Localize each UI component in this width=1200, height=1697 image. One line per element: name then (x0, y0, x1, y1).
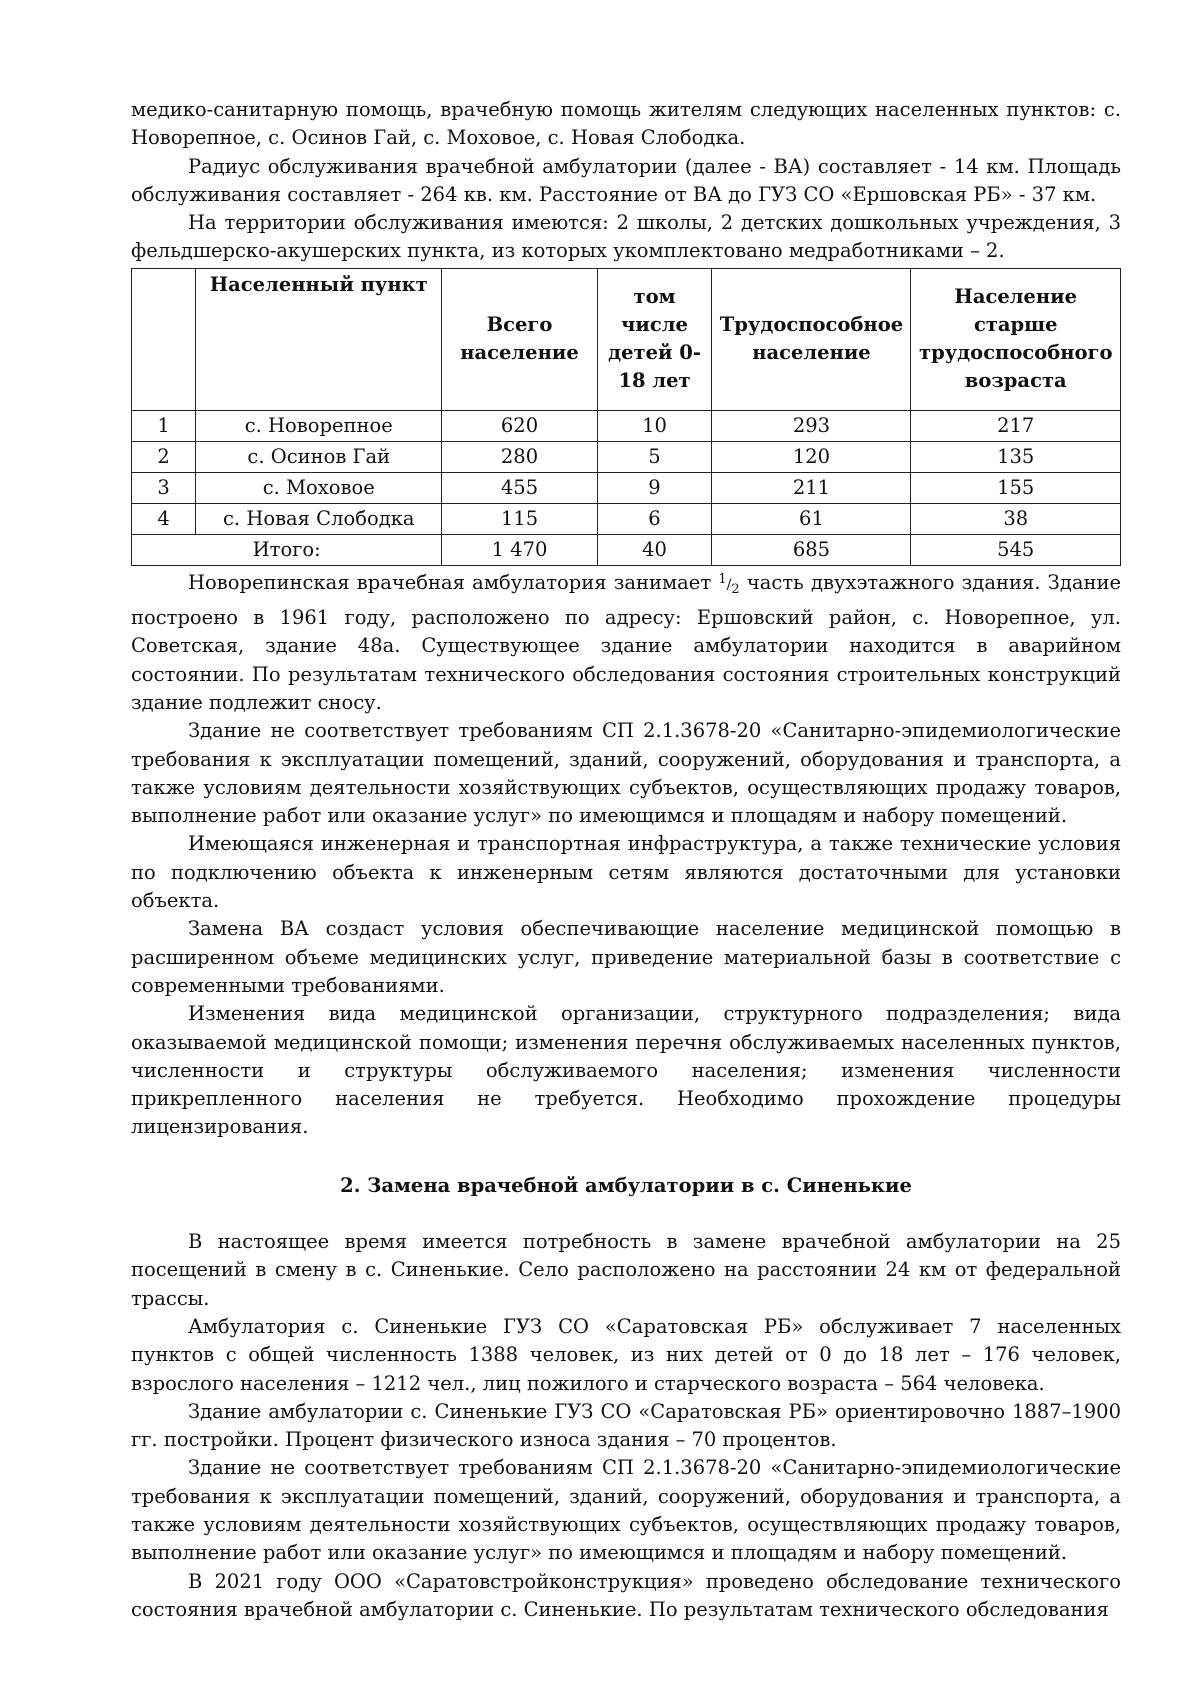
section-heading: 2. Замена врачебной амбулатории в с. Синенькие (340, 1173, 912, 1197)
header-num (132, 268, 196, 410)
table-row (132, 472, 1121, 503)
paragraph-inspection: В 2021 году ООО «Саратовстройконструкция» проведено обследование технического состояния врачебной амбулатории с. Синенькие. По результатам технического обследования (131, 1569, 1121, 1621)
cell-children: 40 (597, 534, 712, 565)
paragraph-need: В настоящее время имеется потребность в замене врачебной амбулатории на 25 посещений в смену в с. Синенькие. Село расположено на расстоянии 24 км от федеральной трассы. (131, 1230, 1121, 1310)
paragraph-facilities: На территории обслуживания имеются: 2 школы, 2 детских дошкольных учреждения, 3 фельдшерско-акушерских пункта, из которых укомплектовано медработниками – 2. (131, 211, 1121, 263)
cell-elderly: 135 (911, 441, 1121, 472)
cell-children: 6 (597, 503, 712, 534)
paragraph-building-age: Здание амбулатории с. Синенькие ГУЗ СО «Саратовская РБ» ориентировочно 1887–1900 гг. постройки. Процент физического износа здания – 70 процентов. (131, 1399, 1121, 1452)
header-total: Всего население (442, 268, 597, 410)
cell-working: 685 (712, 534, 911, 565)
cell-working: 120 (712, 441, 911, 472)
fraction-numerator: 1 (718, 571, 727, 587)
cell-total: 620 (442, 410, 597, 441)
fraction-denominator: 2 (731, 581, 740, 597)
cell-elderly: 545 (911, 534, 1121, 565)
table-total-row (132, 534, 1121, 565)
paragraph-replacement: Замена ВА создаст условия обеспечивающие население медицинской помощью в расширенном объеме медицинских услуг, приведение материальной базы в соответствие с современными требованиями. (131, 917, 1121, 997)
header-elderly: Население старше трудоспособного возраста (911, 268, 1121, 410)
cell-num: 2 (132, 441, 196, 472)
cell-elderly: 217 (911, 410, 1121, 441)
cell-working: 211 (712, 472, 911, 503)
cell-total: 455 (442, 472, 597, 503)
cell-working: 293 (712, 410, 911, 441)
paragraph-changes: Изменения вида медицинской организации, структурного подразделения; вида оказываемой медицинской помощи; изменения перечня обслуживаемых населенных пунктов, численности и структуры обслуживаемого населения; изменения численности прикрепленного населения не требуется. Необходимо прохождение процедуры лицензирования. (131, 1002, 1121, 1139)
header-name: Населенный пункт (196, 268, 442, 410)
table-row (132, 441, 1121, 472)
document-page (131, 96, 1121, 1624)
cell-name: с. Новорепное (196, 410, 442, 441)
cell-children: 9 (597, 472, 712, 503)
cell-total: 1 470 (442, 534, 597, 565)
fraction-half: $^1/_2$ (718, 571, 740, 597)
cell-num: 4 (132, 503, 196, 534)
table-header-row (132, 268, 1121, 410)
header-working: Трудоспособное население (712, 268, 911, 410)
cell-name: с. Новая Слободка (196, 503, 442, 534)
paragraph-sp-requirements: Здание не соответствует требованиям СП 2.1.3678-20 «Санитарно-эпидемиологические требования к эксплуатации помещений, зданий, сооружений, оборудования и транспорта, а также условиям деятельности хозяйствующих субъектов, осуществляющих продажу товаров, выполнение работ или оказание услуг» по имеющимся и площадям и набору помещений. (131, 719, 1121, 828)
cell-name: с. Осинов Гай (196, 441, 442, 472)
paragraph-building-info (131, 566, 1121, 717)
cell-children: 5 (597, 441, 712, 472)
cell-total-label: Итого: (132, 534, 442, 565)
cell-total: 115 (442, 503, 597, 534)
cell-total: 280 (442, 441, 597, 472)
table-row (132, 503, 1121, 534)
cell-children: 10 (597, 410, 712, 441)
cell-working: 61 (712, 503, 911, 534)
header-children: том числе детей 0-18 лет (597, 268, 712, 410)
population-table (131, 268, 1121, 566)
table-row (132, 410, 1121, 441)
paragraph-sp-requirements-2: Здание не соответствует требованиям СП 2.1.3678-20 «Санитарно-эпидемиологические требования к эксплуатации помещений, зданий, сооружений, оборудования и транспорта, а также условиям деятельности хозяйствующих субъектов, осуществляющих продажу товаров, выполнение работ или оказание услуг» по имеющимся и площадям и набору помещений. (131, 1456, 1121, 1565)
cell-num: 1 (132, 410, 196, 441)
cell-num: 3 (132, 472, 196, 503)
cell-name: с. Моховое (196, 472, 442, 503)
paragraph-continuation: медико-санитарную помощь, врачебную помощь жителям следующих населенных пунктов: с. Новорепное, с. Осинов Гай, с. Моховое, с. Новая Слободка. (131, 98, 1121, 150)
building-text-end: часть двухэтажного здания. Здание построено в 1961 году, расположено по адресу: Ершовский район, с. Новорепное, ул. Советская, здание 48а. Существующее здание амбулатории находится в аварийном состоянии. По результатам технического обследования состояния строительных конструкций здание подлежит сносу. (131, 570, 1121, 714)
cell-elderly: 38 (911, 503, 1121, 534)
cell-elderly: 155 (911, 472, 1121, 503)
paragraph-infrastructure: Имеющаяся инженерная и транспортная инфраструктура, а также технические условия по подключению объекта к инженерным сетям являются достаточными для установки объекта. (131, 832, 1121, 913)
paragraph-population: Амбулатория с. Синенькие ГУЗ СО «Саратовская РБ» обслуживает 7 населенных пунктов с общей численность 1388 человек, из них детей от 0 до 18 лет – 176 человек, взрослого населения – 1212 чел., лиц пожилого и старческого возраста – 564 человека. (131, 1314, 1121, 1395)
building-text-start: Новорепинская врачебная амбулатория занимает (188, 570, 719, 594)
paragraph-service-radius: Радиус обслуживания врачебной амбулатории (далее - ВА) составляет - 14 км. Площадь обслуживания составляет - 264 кв. км. Расстояние от ВА до ГУЗ СО «Ершовская РБ» - 37 км. (131, 154, 1121, 206)
